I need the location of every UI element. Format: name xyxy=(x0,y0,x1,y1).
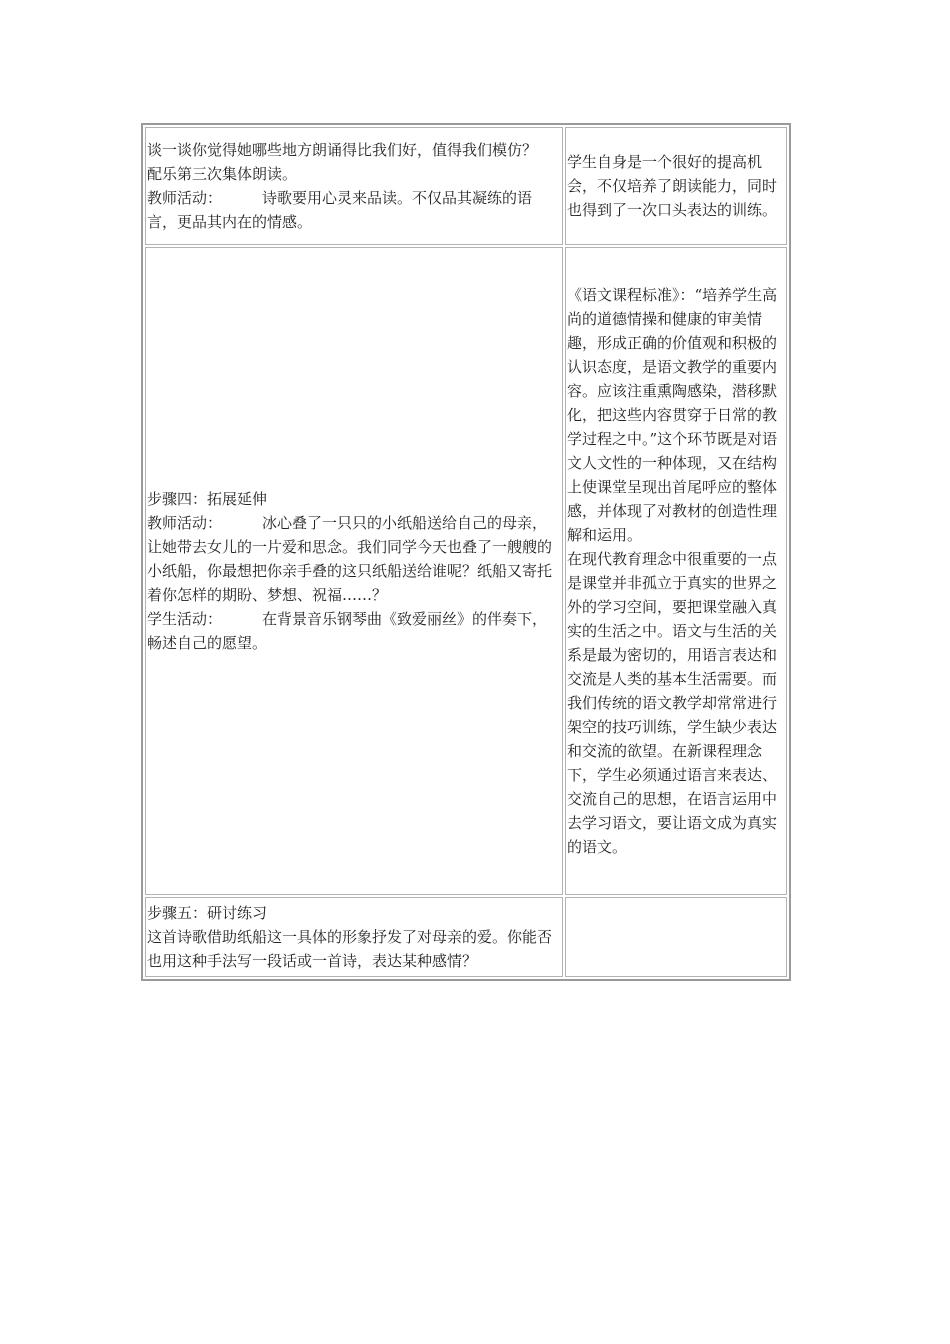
discussion-prompt: 谈一谈你觉得她哪些地方朗诵得比我们好，值得我们模仿？ xyxy=(147,141,538,159)
teacher-activity-text: 冰心叠了一只只的小纸船送给自己的母亲，让她带去女儿的一片爱和思念。我们同学今天也叠了一艘艘的小纸船，你最想把你亲手叠的这只纸船送给谁呢？纸船又寄托着你怎样的期盼、梦想、祝福……？ xyxy=(147,514,553,604)
activity-cell xyxy=(145,127,563,245)
design-intent-text: 学生自身是一个很好的提高机会，不仅培养了朗读能力，同时也得到了一次口头表达的训练。 xyxy=(567,153,778,219)
activity-cell xyxy=(145,897,563,977)
teacher-activity xyxy=(147,186,561,234)
design-intent-cell xyxy=(565,897,787,977)
step-heading: 步骤五：研讨练习 xyxy=(147,904,268,922)
exercise-prompt: 这首诗歌借助纸船这一具体的形象抒发了对母亲的爱。你能否也用这种手法写一段话或一首诗，表达某种感情？ xyxy=(147,928,553,970)
student-activity-text: 在背景音乐钢琴曲《致爱丽丝》的伴奏下，畅述自己的愿望。 xyxy=(147,610,548,652)
teacher-activity-text: 诗歌要用心灵来品读。不仅品其凝练的语言，更品其内在的情感。 xyxy=(147,189,533,231)
teacher-activity-label: 教师活动： xyxy=(147,514,223,532)
lesson-plan-table xyxy=(141,123,791,981)
step-heading: 步骤四：拓展延伸 xyxy=(147,490,268,508)
student-activity-label: 学生活动： xyxy=(147,610,223,628)
design-intent-cell xyxy=(565,127,787,245)
design-intent-paragraph: 《语文课程标准》：“培养学生高尚的道德情操和健康的审美情趣，形成正确的价值观和积极的认识态度，是语文教学的重要内容。应该注重熏陶感染，潜移默化，把这些内容贯穿于日常的教学过程之中。”这个环节既是对语文人文性的一种体现，又在结构上使课堂呈现出首尾呼应的整体感，并体现了对教材的创造性理解和运用。 xyxy=(567,286,778,544)
table-row xyxy=(145,897,787,977)
teacher-activity-label: 教师活动： xyxy=(147,189,223,207)
table-row xyxy=(145,247,787,895)
design-intent-cell xyxy=(565,247,787,895)
design-intent-paragraph: 在现代教育理念中很重要的一点是课堂并非孤立于真实的世界之外的学习空间，要把课堂融入真实的生活之中。语文与生活的关系是最为密切的，用语言表达和交流是人类的基本生活需要。而我们传统的语文教学却常常进行架空的技巧训练，学生缺少表达和交流的欲望。在新课程理念下，学生必须通过语言来表达、交流自己的思想，在语言运用中去学习语文，要让语文成为真实的语文。 xyxy=(567,550,778,856)
student-activity xyxy=(147,607,561,655)
group-reading-note: 配乐第三次集体朗读。 xyxy=(147,165,298,183)
activity-cell xyxy=(145,247,563,895)
teacher-activity xyxy=(147,511,561,607)
table-row xyxy=(145,127,787,245)
